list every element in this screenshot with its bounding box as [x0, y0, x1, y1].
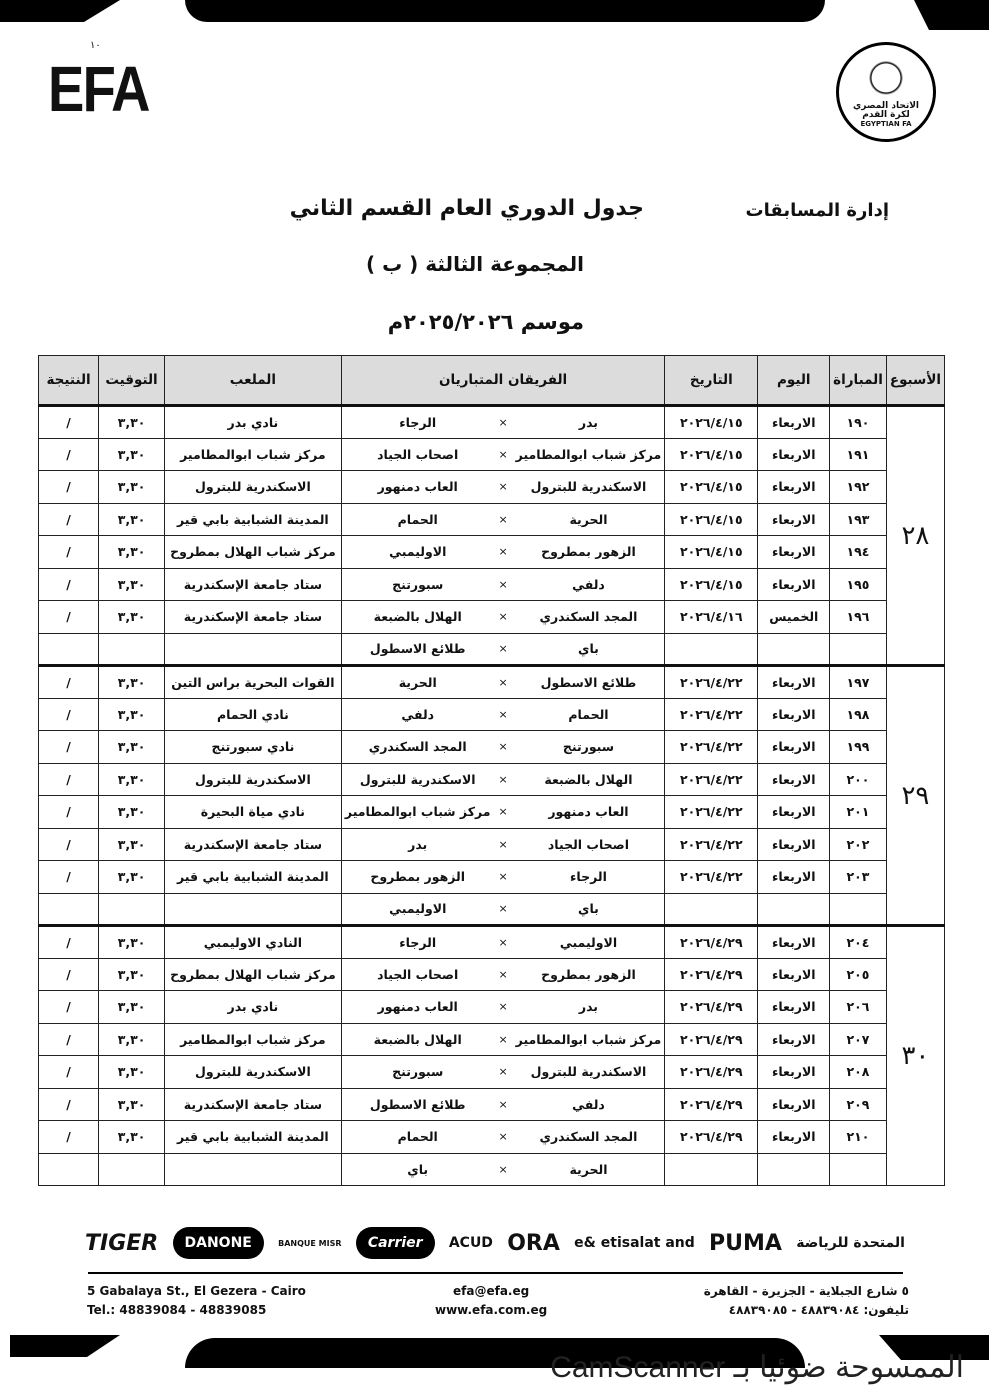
match-date: ٢٠٢٦/٤/١٥ — [665, 406, 758, 439]
empty-cell — [830, 1153, 887, 1186]
sponsor-logo: e& etisalat and — [574, 1235, 695, 1251]
match-result: / — [39, 666, 99, 699]
kickoff-time: ٣,٣٠ — [99, 763, 165, 796]
versus-mark: × — [494, 926, 513, 959]
match-number: ٢١٠ — [830, 1121, 887, 1154]
kickoff-time: ٣,٣٠ — [99, 568, 165, 601]
website-link[interactable]: www.efa.com.eg — [435, 1303, 548, 1317]
match-number: ٢٠٨ — [830, 1056, 887, 1089]
match-date: ٢٠٢٦/٤/١٥ — [665, 536, 758, 569]
home-team: الاسكندرية للبترول — [513, 471, 665, 504]
away-team: الحرية — [341, 666, 493, 699]
empty-cell — [830, 893, 887, 926]
match-result: / — [39, 1088, 99, 1121]
match-row — [39, 406, 945, 439]
home-team: الاوليمبي — [513, 926, 665, 959]
versus-mark: × — [494, 536, 513, 569]
match-number: ١٩٤ — [830, 536, 887, 569]
home-team: الحمام — [513, 698, 665, 731]
match-day: الاربعاء — [758, 1088, 830, 1121]
home-team: طلائع الاسطول — [513, 666, 665, 699]
versus-mark: × — [494, 1153, 513, 1186]
sponsor-logo: DANONE — [173, 1227, 264, 1259]
home-team: الحرية — [513, 1153, 665, 1186]
home-team: الرجاء — [513, 861, 665, 894]
match-day: الاربعاء — [758, 666, 830, 699]
match-number: ١٩٠ — [830, 406, 887, 439]
match-day: الاربعاء — [758, 1121, 830, 1154]
match-number: ٢٠١ — [830, 796, 887, 829]
stadium: الاسكندرية للبترول — [164, 763, 341, 796]
match-date: ٢٠٢٦/٤/٢٩ — [665, 1023, 758, 1056]
away-team: الحمام — [341, 1121, 493, 1154]
home-team: مركز شباب ابوالمطامير — [513, 438, 665, 471]
season-title: موسم ٢٠٢٥/٢٠٢٦م — [387, 310, 584, 334]
stadium: نادي سبورتنج — [164, 731, 341, 764]
away-team: اصحاب الجياد — [341, 958, 493, 991]
match-date: ٢٠٢٦/٤/٢٩ — [665, 958, 758, 991]
match-number: ٢٠٣ — [830, 861, 887, 894]
sponsor-logo: ORA — [507, 1230, 560, 1256]
match-row — [39, 698, 945, 731]
match-date: ٢٠٢٦/٤/٢٢ — [665, 731, 758, 764]
page-number: ١٠ — [90, 40, 101, 51]
home-team: الهلال بالضبعة — [513, 763, 665, 796]
match-number: ١٩١ — [830, 438, 887, 471]
phone-text: تليفون: ٤٨٨٣٩٠٨٤ - ٤٨٨٣٩٠٨٥ — [728, 1303, 909, 1317]
match-number: ٢٠٠ — [830, 763, 887, 796]
kickoff-time: ٣,٣٠ — [99, 1056, 165, 1089]
stadium: المدينة الشبابية بابي قير — [164, 861, 341, 894]
logo-text: EGYPTIAN FA — [860, 120, 912, 129]
match-result: / — [39, 503, 99, 536]
match-date: ٢٠٢٦/٤/١٦ — [665, 601, 758, 634]
match-date: ٢٠٢٦/٤/١٥ — [665, 471, 758, 504]
match-day: الاربعاء — [758, 698, 830, 731]
sponsor-logo: ACUD — [448, 1235, 493, 1251]
empty-cell — [39, 633, 99, 666]
match-day: الاربعاء — [758, 763, 830, 796]
home-team: دلفي — [513, 568, 665, 601]
match-date: ٢٠٢٦/٤/٢٢ — [665, 666, 758, 699]
match-row — [39, 1121, 945, 1154]
stadium: ستاد جامعة الإسكندرية — [164, 601, 341, 634]
versus-mark: × — [494, 601, 513, 634]
home-team: اصحاب الجياد — [513, 828, 665, 861]
scan-border — [10, 1335, 120, 1357]
versus-mark: × — [494, 731, 513, 764]
sponsors-bar — [85, 1218, 905, 1268]
kickoff-time: ٣,٣٠ — [99, 1023, 165, 1056]
stadium: مركز شباب الهلال بمطروح — [164, 536, 341, 569]
away-team: اصحاب الجياد — [341, 438, 493, 471]
kickoff-time: ٣,٣٠ — [99, 666, 165, 699]
stadium: المدينة الشبابية بابي قير — [164, 1121, 341, 1154]
match-number: ٢٠٥ — [830, 958, 887, 991]
away-team: العاب دمنهور — [341, 471, 493, 504]
stadium: ستاد جامعة الإسكندرية — [164, 828, 341, 861]
empty-cell — [830, 633, 887, 666]
logo-text: الاتحاد المصري — [853, 100, 919, 111]
home-team: الاسكندرية للبترول — [513, 1056, 665, 1089]
kickoff-time: ٣,٣٠ — [99, 731, 165, 764]
match-result: / — [39, 763, 99, 796]
match-row — [39, 536, 945, 569]
match-result: / — [39, 471, 99, 504]
versus-mark: × — [494, 568, 513, 601]
stadium: مركز شباب ابوالمطامير — [164, 1023, 341, 1056]
match-result: / — [39, 958, 99, 991]
versus-mark: × — [494, 406, 513, 439]
empty-cell — [164, 1153, 341, 1186]
match-result: / — [39, 1023, 99, 1056]
empty-cell — [758, 1153, 830, 1186]
empty-cell — [164, 893, 341, 926]
home-team: باي — [513, 893, 665, 926]
camscanner-watermark: الممسوحة ضوئيا بـ CamScanner — [550, 1351, 964, 1384]
contact-web — [435, 1282, 547, 1320]
bye-row — [39, 1153, 945, 1186]
fixtures-table — [38, 355, 945, 1186]
match-number: ١٩٧ — [830, 666, 887, 699]
versus-mark: × — [494, 698, 513, 731]
match-day: الاربعاء — [758, 926, 830, 959]
match-date: ٢٠٢٦/٤/٢٢ — [665, 698, 758, 731]
match-date: ٢٠٢٦/٤/٢٢ — [665, 763, 758, 796]
stadium: الاسكندرية للبترول — [164, 471, 341, 504]
stadium: النادي الاوليمبي — [164, 926, 341, 959]
egyptian-fa-logo — [836, 42, 936, 142]
sponsor-logo: PUMA — [709, 1230, 782, 1256]
empty-cell — [39, 1153, 99, 1186]
department-label: إدارة المسابقات — [745, 200, 889, 221]
home-team: الزهور بمطروح — [513, 536, 665, 569]
sponsor-logo: المتحدة للرياضة — [796, 1235, 905, 1251]
match-number: ١٩٩ — [830, 731, 887, 764]
stadium: ستاد جامعة الإسكندرية — [164, 568, 341, 601]
header-teams: الفريقان المتباريان — [341, 356, 664, 406]
kickoff-time: ٣,٣٠ — [99, 601, 165, 634]
empty-cell — [758, 633, 830, 666]
scan-border — [914, 0, 989, 30]
kickoff-time: ٣,٣٠ — [99, 536, 165, 569]
match-row — [39, 731, 945, 764]
kickoff-time: ٣,٣٠ — [99, 861, 165, 894]
versus-mark: × — [494, 503, 513, 536]
home-team: باي — [513, 633, 665, 666]
match-date: ٢٠٢٦/٤/٢٢ — [665, 796, 758, 829]
footer-divider — [88, 1272, 903, 1274]
home-team: الزهور بمطروح — [513, 958, 665, 991]
match-result: / — [39, 1056, 99, 1089]
match-date: ٢٠٢٦/٤/٢٢ — [665, 828, 758, 861]
match-date: ٢٠٢٦/٤/٢٢ — [665, 861, 758, 894]
match-row — [39, 991, 945, 1024]
match-row — [39, 1056, 945, 1089]
kickoff-time: ٣,٣٠ — [99, 471, 165, 504]
versus-mark: × — [494, 861, 513, 894]
match-number: ١٩٢ — [830, 471, 887, 504]
kickoff-time: ٣,٣٠ — [99, 958, 165, 991]
match-number: ١٩٦ — [830, 601, 887, 634]
header-match: المباراة — [830, 356, 887, 406]
away-team: المجد السكندري — [341, 731, 493, 764]
match-row — [39, 861, 945, 894]
away-team: طلائع الاسطول — [341, 633, 493, 666]
scan-border — [185, 0, 825, 22]
match-number: ٢٠٤ — [830, 926, 887, 959]
home-team: بدر — [513, 991, 665, 1024]
kickoff-time: ٣,٣٠ — [99, 406, 165, 439]
match-row — [39, 763, 945, 796]
home-team: بدر — [513, 406, 665, 439]
empty-cell — [758, 893, 830, 926]
match-day: الاربعاء — [758, 828, 830, 861]
match-number: ٢٠٦ — [830, 991, 887, 1024]
stadium: نادي بدر — [164, 406, 341, 439]
week-number: ٣٠ — [886, 926, 944, 1186]
match-row — [39, 601, 945, 634]
address-en — [87, 1282, 306, 1320]
match-row — [39, 503, 945, 536]
stadium: ستاد جامعة الإسكندرية — [164, 1088, 341, 1121]
empty-cell — [99, 893, 165, 926]
match-day: الاربعاء — [758, 406, 830, 439]
match-day: الاربعاء — [758, 861, 830, 894]
sponsor-logo: BANQUE MISR — [278, 1238, 342, 1248]
away-team: الاوليمبي — [341, 536, 493, 569]
versus-mark: × — [494, 471, 513, 504]
sponsor-logo: Carrier — [356, 1227, 435, 1259]
address-text: 5 Gabalaya St., El Gezera - Cairo — [87, 1284, 306, 1298]
match-row — [39, 568, 945, 601]
kickoff-time: ٣,٣٠ — [99, 1088, 165, 1121]
match-result: / — [39, 1121, 99, 1154]
match-day: الاربعاء — [758, 1023, 830, 1056]
match-day: الاربعاء — [758, 1056, 830, 1089]
match-result: / — [39, 568, 99, 601]
stadium: نادي مياة البحيرة — [164, 796, 341, 829]
versus-mark: × — [494, 796, 513, 829]
versus-mark: × — [494, 1023, 513, 1056]
versus-mark: × — [494, 633, 513, 666]
stadium: مركز شباب ابوالمطامير — [164, 438, 341, 471]
home-team: المجد السكندري — [513, 601, 665, 634]
match-day: الاربعاء — [758, 958, 830, 991]
efa-logo: EFA — [48, 53, 149, 125]
header-stadium: الملعب — [164, 356, 341, 406]
fixtures-body — [39, 406, 945, 1186]
match-result: / — [39, 601, 99, 634]
match-date: ٢٠٢٦/٤/٢٩ — [665, 926, 758, 959]
home-team: العاب دمنهور — [513, 796, 665, 829]
match-day: الاربعاء — [758, 796, 830, 829]
home-team: مركز شباب ابوالمطامير — [513, 1023, 665, 1056]
stadium: نادي بدر — [164, 991, 341, 1024]
away-team: الهلال بالضبعة — [341, 1023, 493, 1056]
match-result: / — [39, 698, 99, 731]
match-row — [39, 471, 945, 504]
empty-cell — [39, 893, 99, 926]
match-result: / — [39, 991, 99, 1024]
empty-cell — [99, 633, 165, 666]
header-result: النتيجة — [39, 356, 99, 406]
match-date: ٢٠٢٦/٤/٢٩ — [665, 1088, 758, 1121]
versus-mark: × — [494, 991, 513, 1024]
email-link[interactable]: efa@efa.eg — [453, 1284, 530, 1298]
match-day: الاربعاء — [758, 568, 830, 601]
match-day: الاربعاء — [758, 438, 830, 471]
versus-mark: × — [494, 893, 513, 926]
header-day: اليوم — [758, 356, 830, 406]
match-number: ١٩٨ — [830, 698, 887, 731]
week-number: ٢٩ — [886, 666, 944, 926]
header-time: التوقيت — [99, 356, 165, 406]
match-result: / — [39, 828, 99, 861]
versus-mark: × — [494, 1121, 513, 1154]
kickoff-time: ٣,٣٠ — [99, 991, 165, 1024]
header-date: التاريخ — [665, 356, 758, 406]
match-date: ٢٠٢٦/٤/١٥ — [665, 568, 758, 601]
match-number: ٢٠٩ — [830, 1088, 887, 1121]
bye-row — [39, 633, 945, 666]
stadium: الاسكندرية للبترول — [164, 1056, 341, 1089]
versus-mark: × — [494, 438, 513, 471]
kickoff-time: ٣,٣٠ — [99, 926, 165, 959]
match-row — [39, 796, 945, 829]
table-header — [39, 356, 945, 406]
match-row — [39, 958, 945, 991]
home-team: دلفي — [513, 1088, 665, 1121]
away-team: بدر — [341, 828, 493, 861]
away-team: الهلال بالضبعة — [341, 601, 493, 634]
scan-border — [0, 0, 120, 22]
match-row — [39, 438, 945, 471]
address-ar — [704, 1282, 909, 1320]
kickoff-time: ٣,٣٠ — [99, 828, 165, 861]
match-day: الاربعاء — [758, 536, 830, 569]
match-number: ١٩٣ — [830, 503, 887, 536]
match-result: / — [39, 796, 99, 829]
home-team: الحرية — [513, 503, 665, 536]
group-title: المجموعة الثالثة ( ب ) — [366, 252, 584, 276]
match-result: / — [39, 438, 99, 471]
away-team: مركز شباب ابوالمطامير — [341, 796, 493, 829]
away-team: الرجاء — [341, 926, 493, 959]
away-team: الزهور بمطروح — [341, 861, 493, 894]
match-date: ٢٠٢٦/٤/١٥ — [665, 503, 758, 536]
stadium: نادي الحمام — [164, 698, 341, 731]
match-day: الخميس — [758, 601, 830, 634]
logo-text: لكرة القدم — [862, 110, 910, 121]
address-text: ٥ شارع الجبلاية - الجزيرة - القاهرة — [703, 1284, 909, 1298]
away-team: الاوليمبي — [341, 893, 493, 926]
versus-mark: × — [494, 1056, 513, 1089]
away-team: دلفي — [341, 698, 493, 731]
away-team: الاسكندرية للبترول — [341, 763, 493, 796]
stadium: المدينة الشبابية بابي قير — [164, 503, 341, 536]
kickoff-time: ٣,٣٠ — [99, 698, 165, 731]
away-team: طلائع الاسطول — [341, 1088, 493, 1121]
match-day: الاربعاء — [758, 991, 830, 1024]
versus-mark: × — [494, 1088, 513, 1121]
stadium: مركز شباب الهلال بمطروح — [164, 958, 341, 991]
match-result: / — [39, 406, 99, 439]
match-day: الاربعاء — [758, 731, 830, 764]
empty-cell — [665, 893, 758, 926]
home-team: سبورتنج — [513, 731, 665, 764]
match-row — [39, 926, 945, 959]
empty-cell — [665, 1153, 758, 1186]
home-team: المجد السكندري — [513, 1121, 665, 1154]
match-row — [39, 828, 945, 861]
stadium: القوات البحرية براس التين — [164, 666, 341, 699]
match-result: / — [39, 731, 99, 764]
match-row — [39, 1023, 945, 1056]
kickoff-time: ٣,٣٠ — [99, 438, 165, 471]
empty-cell — [99, 1153, 165, 1186]
away-team: العاب دمنهور — [341, 991, 493, 1024]
bye-row — [39, 893, 945, 926]
kickoff-time: ٣,٣٠ — [99, 503, 165, 536]
header-week: الأسبوع — [886, 356, 944, 406]
versus-mark: × — [494, 666, 513, 699]
match-day: الاربعاء — [758, 471, 830, 504]
match-day: الاربعاء — [758, 503, 830, 536]
match-date: ٢٠٢٦/٤/٢٩ — [665, 1056, 758, 1089]
away-team: سبورتنج — [341, 1056, 493, 1089]
week-number: ٢٨ — [886, 406, 944, 666]
match-row — [39, 666, 945, 699]
kickoff-time: ٣,٣٠ — [99, 1121, 165, 1154]
match-date: ٢٠٢٦/٤/٢٩ — [665, 991, 758, 1024]
match-result: / — [39, 861, 99, 894]
away-team: الحمام — [341, 503, 493, 536]
match-number: ٢٠٧ — [830, 1023, 887, 1056]
match-date: ٢٠٢٦/٤/٢٩ — [665, 1121, 758, 1154]
match-number: ١٩٥ — [830, 568, 887, 601]
match-result: / — [39, 536, 99, 569]
versus-mark: × — [494, 958, 513, 991]
away-team: باي — [341, 1153, 493, 1186]
versus-mark: × — [494, 828, 513, 861]
kickoff-time: ٣,٣٠ — [99, 796, 165, 829]
match-row — [39, 1088, 945, 1121]
match-date: ٢٠٢٦/٤/١٥ — [665, 438, 758, 471]
match-number: ٢٠٢ — [830, 828, 887, 861]
phone-text: Tel.: 48839084 - 48839085 — [87, 1303, 267, 1317]
sponsor-logo: TIGER — [85, 1230, 159, 1256]
empty-cell — [164, 633, 341, 666]
page-title: جدول الدوري العام القسم الثاني — [289, 196, 644, 221]
away-team: الرجاء — [341, 406, 493, 439]
versus-mark: × — [494, 763, 513, 796]
away-team: سبورتنج — [341, 568, 493, 601]
empty-cell — [665, 633, 758, 666]
match-result: / — [39, 926, 99, 959]
